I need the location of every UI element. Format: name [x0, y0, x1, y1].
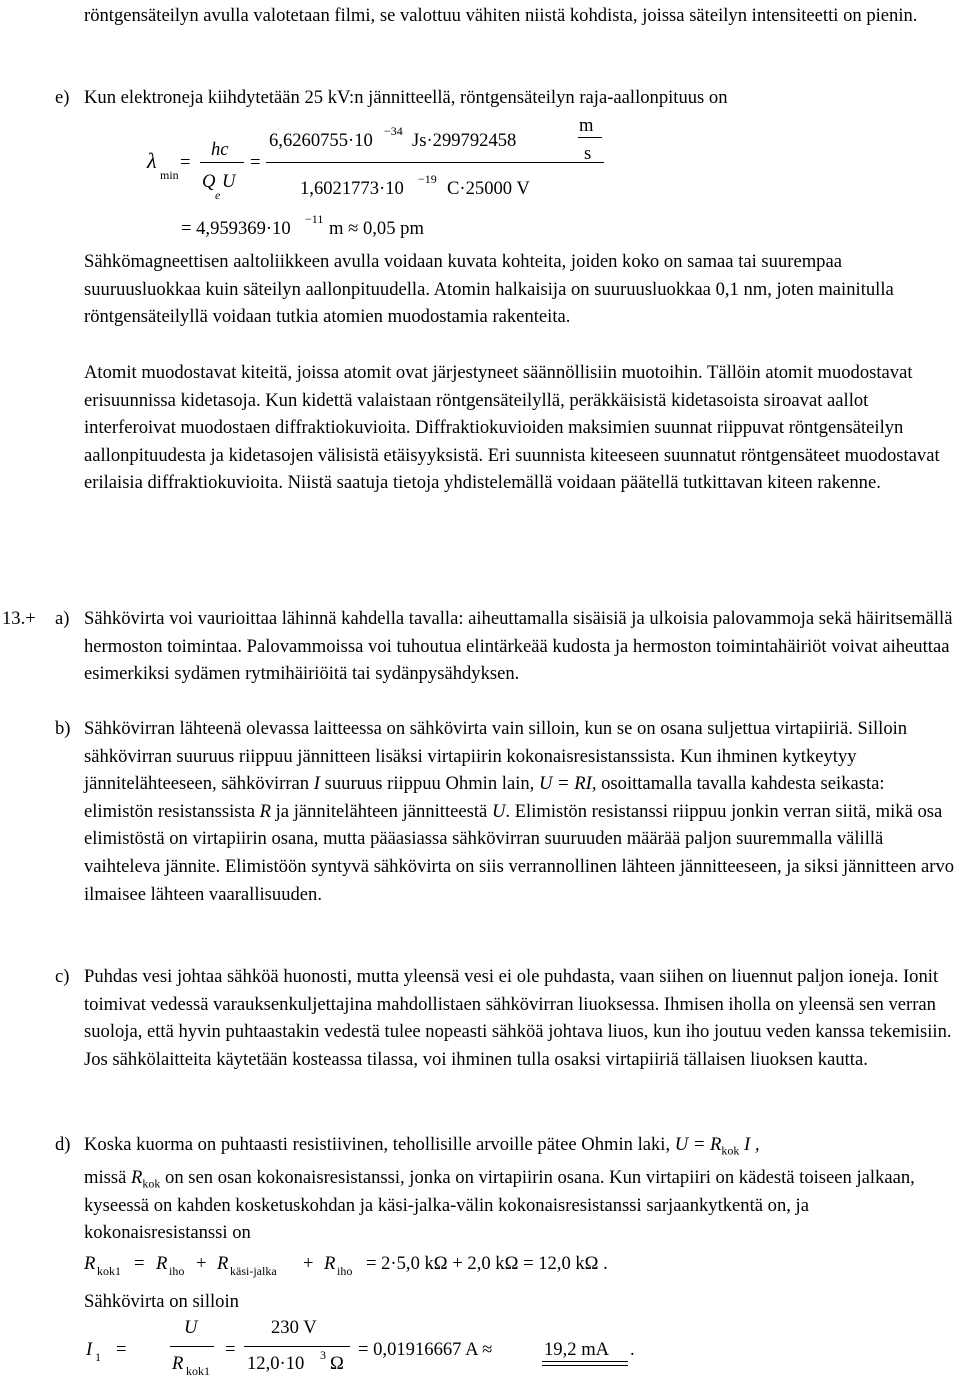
- d-paragraph: [84, 1131, 956, 1247]
- d-text-1: Koska kuorma on puhtaasti resistiivinen, tehollisille arvoille pätee Ohmin laki,: [84, 1134, 671, 1155]
- d-line-1: [84, 1131, 956, 1164]
- sum-R3-subscript: käsi-jalka: [230, 1264, 277, 1278]
- d-resistance-symbol: R: [131, 1167, 143, 1188]
- d-text-2a: missä: [84, 1167, 127, 1188]
- b-text-2: suuruus riippuu Ohmin lain,: [324, 773, 535, 795]
- d-text-2b: on sen osan kokonaisresistanssi, jonka on virtapiirin osana. Kun virtapiiri on kädestä toiseen jalkaan, kyseessä on kahden kosketuskohdan ja käsi-jalka-välin kokonaisresistanssi sarjaankytkentä on, ja kokonaisresistanssi on: [84, 1167, 915, 1244]
- current-answer: 19,2 mA: [544, 1339, 610, 1360]
- sum-R2: R: [156, 1253, 168, 1274]
- frac2-denominator-unit: Ω: [330, 1353, 344, 1374]
- b-ohm-law: U = RI: [538, 773, 592, 795]
- b-text-4: ja jännitelähteen jännitteestä: [275, 800, 488, 822]
- fraction-bar-2: [266, 162, 604, 163]
- item-label-a: a): [55, 608, 70, 629]
- sum-R4-subscript: iho: [337, 1264, 353, 1278]
- e-paragraph-1: Sähkömagneettisen aaltoliikkeen avulla voidaan kuvata kohteita, joiden koko on samaa tai suurempaa suuruusluokkaa kuin säteilyn aallonpituudella. Atomin halkaisija on suuruusluokkaa 0,1 nm, joten mainitulla röntgensäteilyllä voidaan tutkia atomien muodostamia rakenteita.: [84, 251, 894, 328]
- sum-R1-subscript: kok1: [97, 1264, 121, 1278]
- item-label-d: d): [55, 1134, 71, 1155]
- denominator-value: 1,6021773·10: [300, 178, 404, 199]
- qe-symbol: Q: [202, 171, 216, 192]
- sum-rest: = 2·5,0 kΩ + 2,0 kΩ = 12,0 kΩ .: [366, 1253, 608, 1274]
- sum-R1: R: [84, 1253, 96, 1274]
- sum-R3: R: [217, 1253, 229, 1274]
- sum-R4: R: [324, 1253, 336, 1274]
- numerator-value: 6,6260755·10: [269, 130, 373, 151]
- d-formula: U = R: [674, 1134, 722, 1155]
- equals-2: =: [250, 152, 261, 173]
- current-equals-2: =: [225, 1339, 236, 1360]
- numerator-units: Js·299792458: [412, 130, 517, 151]
- equals-1: =: [180, 152, 191, 173]
- current-symbol: I: [86, 1339, 93, 1360]
- answer-double-underline: [542, 1361, 628, 1366]
- fraction-bar-1: [200, 162, 244, 163]
- frac1-denominator: R: [172, 1353, 184, 1374]
- lambda-subscript: min: [160, 168, 179, 182]
- current-intro: Sähkövirta on silloin: [84, 1291, 239, 1312]
- b-text-1: Sähkövirran lähteenä olevassa laitteessa on sähkövirta vain silloin, kun se on osana suljettua virtapiiriä. Silloin sähkövirran suuruus riippuu jännitteen lisäksi virtapiirin kokonaisresistanssista. Kun ihminen kytkeytyy jännitelähteeseen, sähkövirran: [84, 718, 908, 795]
- result-units: m ≈ 0,05 pm: [329, 218, 424, 239]
- unit-s: s: [584, 143, 592, 164]
- current-equals-1: =: [116, 1339, 127, 1360]
- d-body: [84, 1164, 956, 1247]
- current-subscript: 1: [95, 1350, 101, 1364]
- denominator-exponent: −19: [418, 172, 437, 186]
- result-exponent: −11: [305, 212, 324, 226]
- sum-plus-1: +: [196, 1253, 207, 1274]
- frac2-bar: [244, 1346, 350, 1347]
- b-resistance-symbol: R: [259, 800, 271, 822]
- current-value: = 0,01916667 A ≈: [358, 1339, 493, 1360]
- numerator-exponent: −34: [384, 124, 403, 138]
- lambda-symbol: λ: [147, 148, 157, 173]
- u-symbol: U: [222, 171, 236, 192]
- item-label-e: e): [55, 87, 70, 108]
- frac1-denominator-subscript: kok1: [186, 1364, 210, 1378]
- b-text-5: . Elimistön resistanssi riippuu jonkin verran siitä, mikä osa elimistöstä on virtapiirin osana, mutta pääasiassa sähkövirran suuruuden määrää paljon suuremmalla välillä vaihteleva jännite. Elimistöön syntyvä sähkövirta on siis verrannollinen lähteen jännitteeseen, ja siksi jännitteen arvo ilmaisee lähteen vaarallisuuden.: [84, 800, 955, 905]
- d-formula-subscript: kok: [721, 1143, 740, 1158]
- sum-equals: =: [134, 1253, 145, 1274]
- final-dot: .: [630, 1339, 635, 1360]
- sum-R2-subscript: iho: [169, 1264, 185, 1278]
- qe-subscript: e: [215, 188, 221, 202]
- denominator-units: C·25000 V: [447, 178, 530, 199]
- b-paragraph: [84, 715, 956, 908]
- item-label-c: c): [55, 966, 70, 987]
- result-value: = 4,959369·10: [181, 218, 291, 239]
- top-paragraph: röntgensäteilyn avulla valotetaan filmi, se valottuu vähiten niistä kohdista, joissa säteilyn intensiteetti on pienin.: [84, 5, 918, 26]
- unit-m: m: [579, 115, 594, 136]
- frac2-denominator-exponent: 3: [320, 1348, 326, 1362]
- frac2-numerator: 230 V: [271, 1317, 317, 1338]
- e-intro: Kun elektroneja kiihdytetään 25 kV:n jännitteellä, röntgensäteilyn raja-aallonpituus on: [84, 87, 728, 108]
- d-resistance-subscript: kok: [142, 1176, 161, 1191]
- b-voltage-symbol: U: [491, 800, 506, 822]
- hc-numerator: hc: [211, 139, 229, 160]
- sum-plus-2: +: [303, 1253, 314, 1274]
- e-paragraph-2: Atomit muodostavat kiteitä, joissa atomit ovat järjestyneet säännöllisiin muotoihin. Tällöin atomit muodostavat erisuunnissa kidetasoja. Kun kidettä valaistaan röntgensäteilyllä, peräkkäisistä kidetasoista siroavat aallot interferoivat muodostaen diffraktiokuvioita. Diffraktiokuvioiden maksimien suunnat riippuvat röntgensäteilyn aallonpituudesta ja kidetasojen välisistä etäisyyksistä. Eri suunnista kiteeseen suunnatut röntgensäteet muodostavat erilaisia diffraktiokuvioita. Niistä saatuja tietoja yhdistelemällä voidaan päätellä tutkittavan kiteen rakenne.: [84, 362, 940, 494]
- item-label-b: b): [55, 718, 71, 739]
- a-paragraph: Sähkövirta voi vaurioittaa lähinnä kahdella tavalla: aiheuttamalla sisäisiä ja ulkoisia palovammoja sekä häiritsemällä hermoston toimintaa. Palovammoissa voi tuhoutua elintärkeää kudosta ja hermoston toimintahäiriöt voivat aiheuttaa esimerkiksi sydämen rytmihäiriöitä tai sydänpysähdyksen.: [84, 608, 953, 685]
- unit-fraction-bar: [578, 137, 602, 138]
- c-paragraph: Puhdas vesi johtaa sähköä huonosti, mutta yleensä vesi ei ole puhdasta, vaan siihen on liuennut paljon ioneja. Ionit toimivat vedessä varauksenkuljettajina mahdollistaen sähkövirran liuoksessa. Ihmisen iholla on yleensä sen verran suoloja, että hyvin puhtaastakin vedestä tulee nopeasti sähköä johtava liuos, kun iho joutuu veden kanssa tekemisiin. Jos sähkölaitteita käytetään kosteassa tilassa, voi ihminen tulla osaksi virtapiiriä tällaisen liuoksen kautta.: [84, 966, 952, 1070]
- d-formula-end: I ,: [744, 1134, 760, 1155]
- frac1-numerator: U: [184, 1317, 198, 1338]
- frac2-denominator: 12,0·10: [247, 1353, 305, 1374]
- frac1-bar: [170, 1346, 214, 1347]
- question-number: 13.+: [2, 608, 36, 629]
- b-text-3: , osoittamalla tavalla kahdesta seikasta: elimistön resistanssista: [84, 773, 885, 822]
- b-current-symbol: I: [313, 773, 320, 795]
